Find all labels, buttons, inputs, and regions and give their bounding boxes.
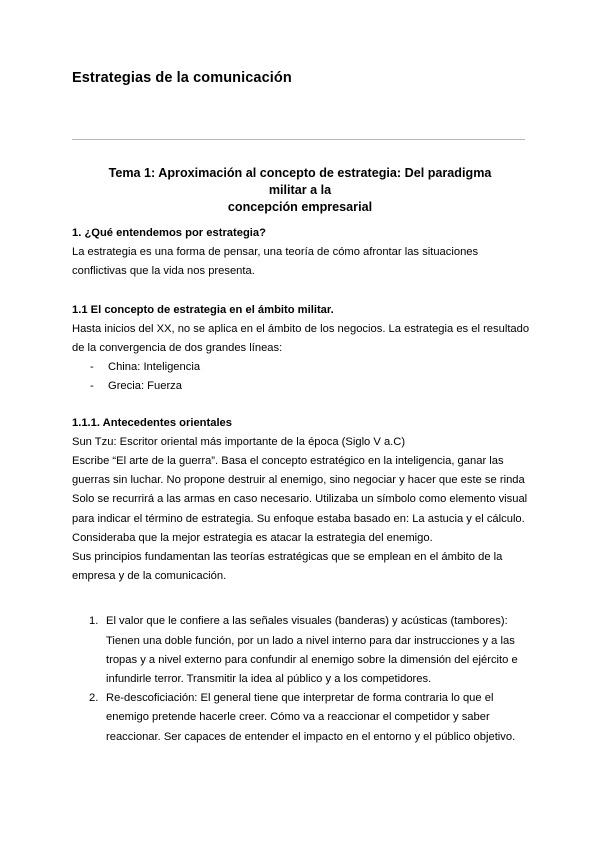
horizontal-divider [72,139,525,140]
paragraph-line: Consideraba que la mejor estrategia es atacar la estrategia del enemigo. [72,531,433,544]
list-item-text: Grecia: Fuerza [108,380,182,393]
paragraph-line: Hasta inicios del XX, no se aplica en el ámbito de los negocios. La estrategia es el resultado [72,322,530,335]
list-item-line: infundirle terror. Transmitir la idea al público y a los competidores. [106,673,432,686]
list-marker: 2. [89,692,99,705]
list-item [72,689,532,747]
subject-heading-line: Tema 1: Aproximación al concepto de estrategia: Del paradigma militar a la [108,166,492,197]
list-item-line: tropas y a nivel externo para confundir al enemigo sobre la dimensión del ejército e [106,653,518,666]
document-body [72,224,532,747]
list-marker: - [90,380,94,393]
paragraph-line: Solo se recurrirá a las armas en caso necesario. Utilizaba un símbolo como elemento visual [72,493,528,506]
subject-heading-line: concepción empresarial [227,200,373,214]
numbered-list [72,612,532,746]
list-item [72,358,532,377]
list-item-line: Tienen una doble función, por un lado a nivel interno para dar instrucciones y a las [106,634,515,647]
list-item-text: China: Inteligencia [108,361,201,374]
section-heading: 1.1 El concepto de estrategia en el ámbito militar. [72,303,334,316]
paragraph-line: Escribe “El arte de la guerra”. Basa el concepto estratégico en la inteligencia, ganar las [72,455,504,468]
paragraph-line: de la convergencia de dos grandes líneas: [72,342,283,355]
paragraph-line: para indicar el término de estrategia. Su enfoque estaba basado en: La astucia y el cálculo. [72,512,525,525]
list-item-line: Re-descoficiación: El general tiene que interpretar de forma contraria lo que el [106,692,494,705]
list-item [72,377,532,396]
paragraph-line: empresa y de la comunicación. [72,570,227,583]
bullet-list [72,358,532,396]
paragraph-line: guerras sin luchar. No propone destruir al enemigo, sino negociar y hacer que este se rinda [72,474,525,487]
section-heading: 1.1.1. Antecedentes orientales [72,416,233,429]
list-item [72,612,532,689]
subject-heading [90,165,510,216]
list-item-line: reaccionar. Ser capaces de entender el impacto en el entorno y el público objetivo. [106,730,516,743]
list-marker: - [90,361,94,374]
list-item-line: enemigo pretende hacerle creer. Cómo va a reaccionar el competidor y saber [106,711,490,724]
list-marker: 1. [89,615,99,628]
paragraph-line: La estrategia es una forma de pensar, una teoría de cómo afrontar las situaciones [72,246,479,259]
paragraph-line: Sun Tzu: Escritor oriental más importante de la época (Siglo V a.C) [72,435,406,448]
paragraph-line: conflictivas que la vida nos presenta. [72,265,255,278]
document-title: Estrategias de la comunicación [72,70,292,86]
list-item-line: El valor que le confiere a las señales visuales (banderas) y acústicas (tambores): [106,615,508,628]
paragraph-line: Sus principios fundamentan las teorías estratégicas que se emplean en el ámbito de la [72,551,503,564]
section-heading: 1. ¿Qué entendemos por estrategia? [72,227,266,239]
